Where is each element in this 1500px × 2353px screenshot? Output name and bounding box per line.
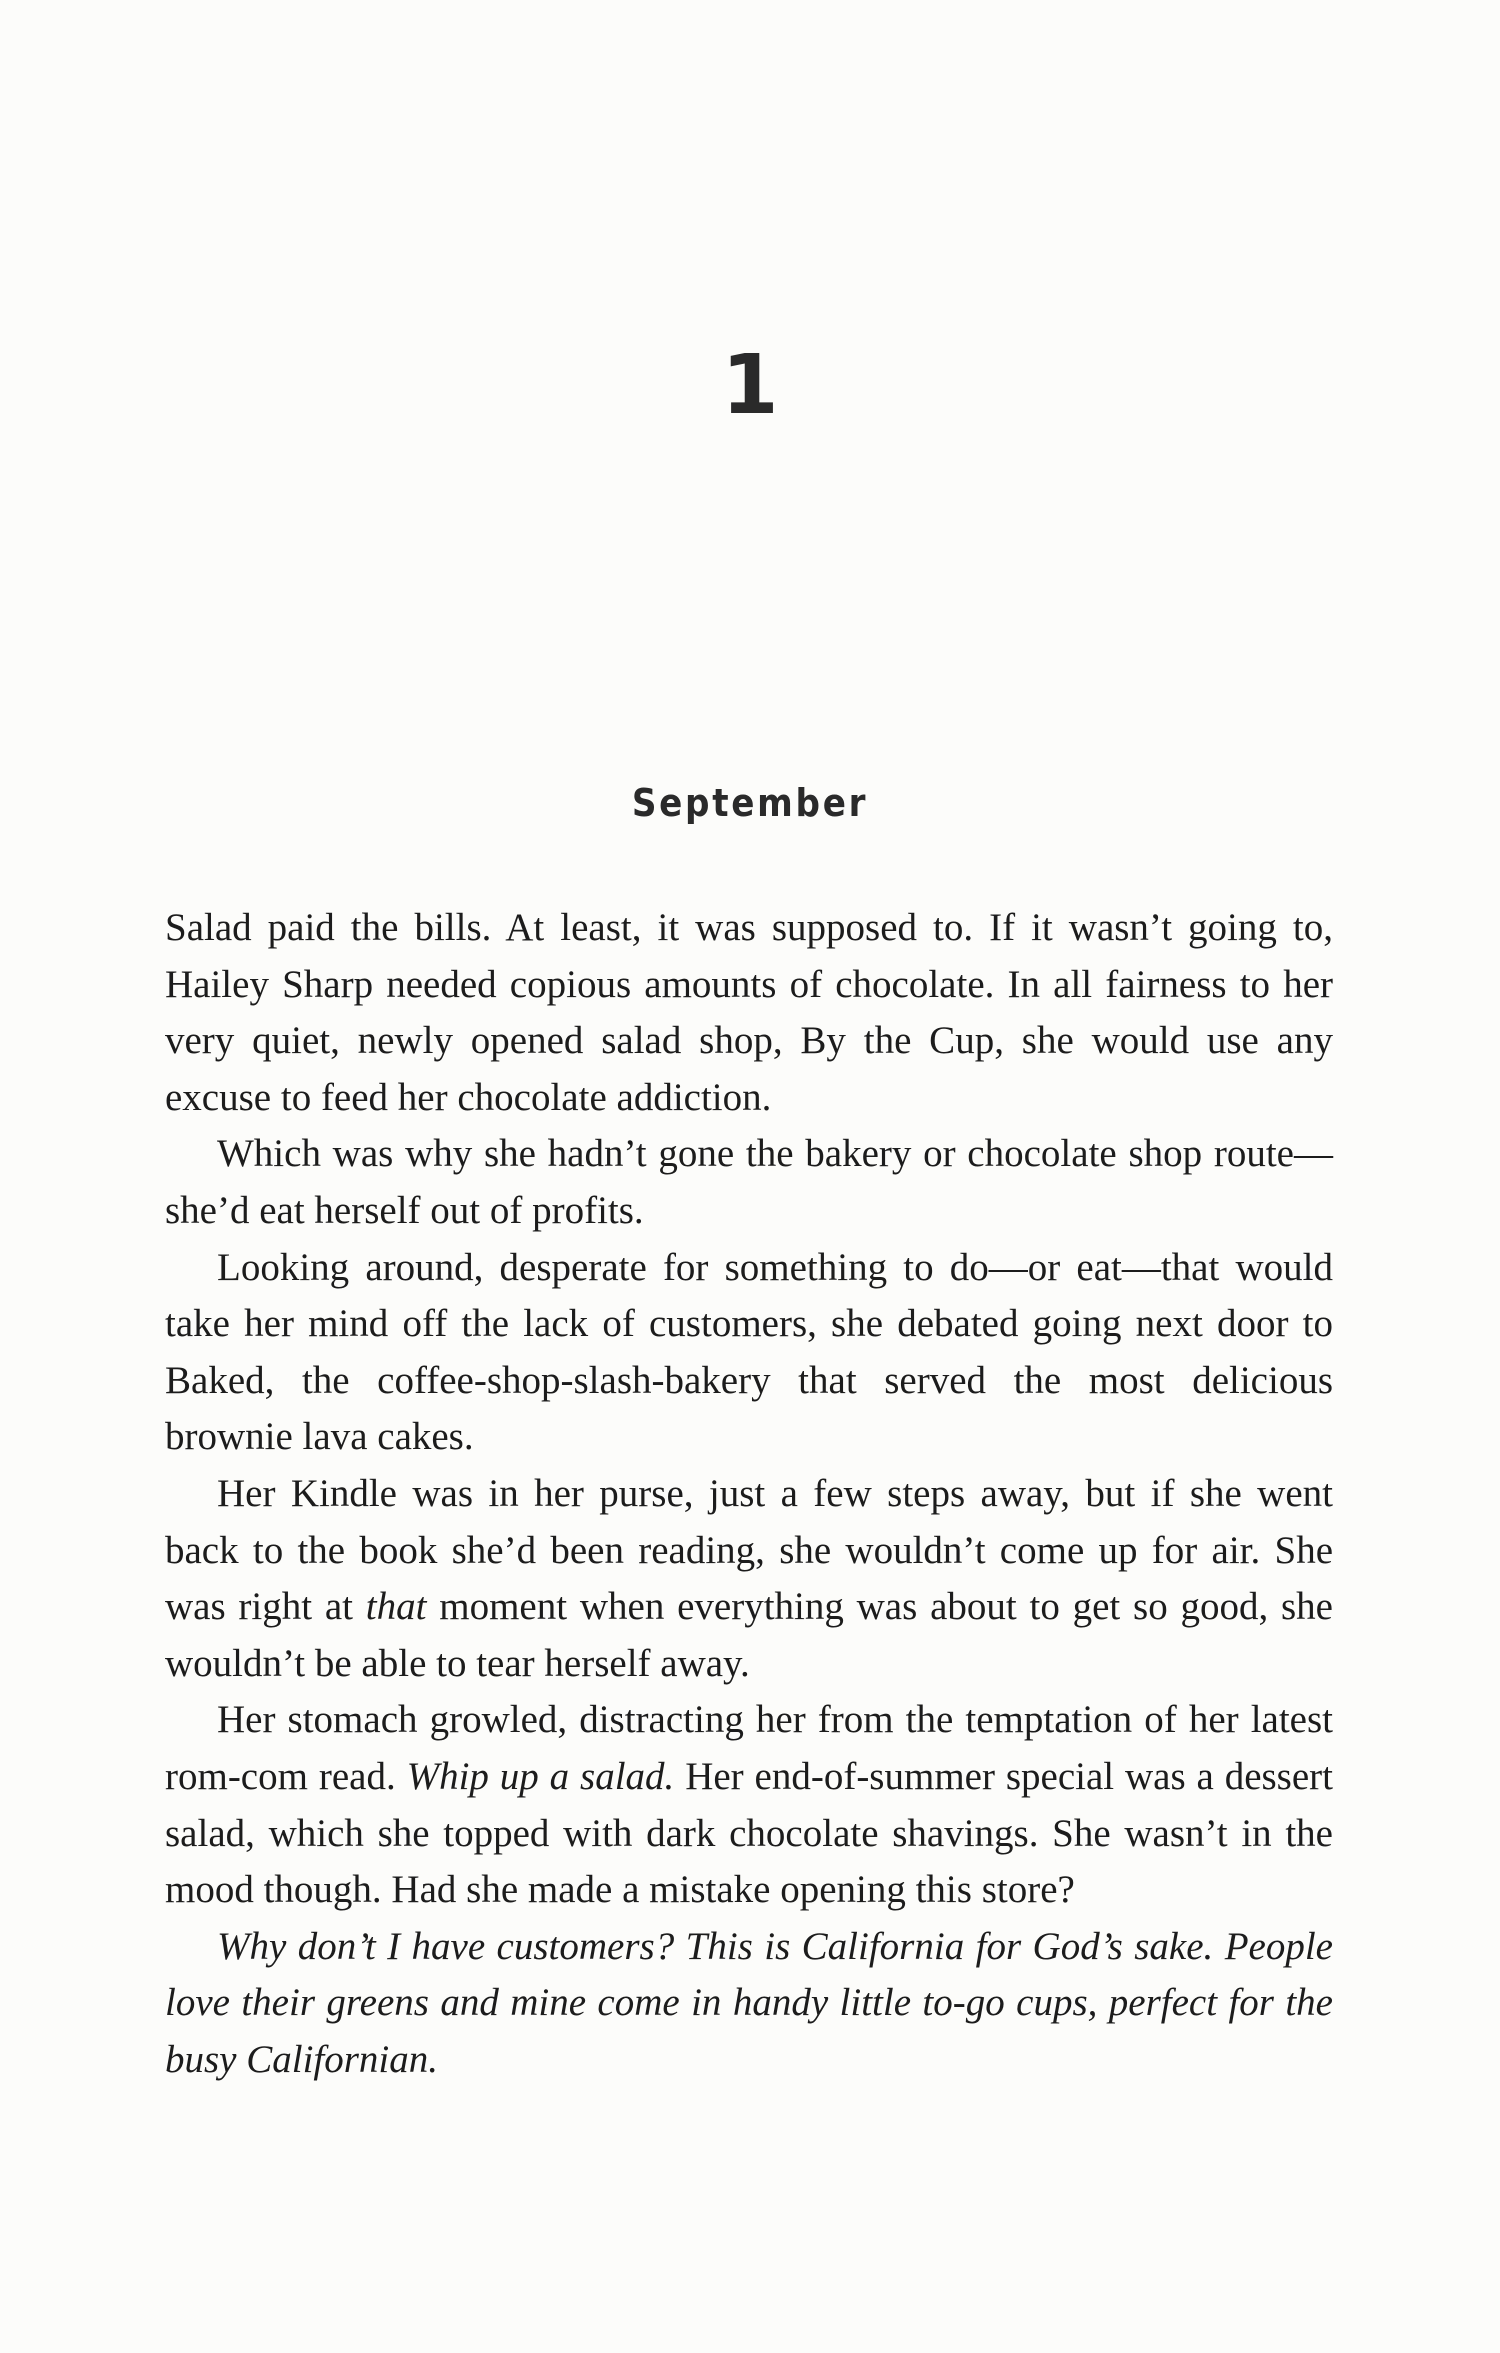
- paragraph-3: [165, 1240, 1333, 1466]
- paragraph-6-text: Why don’t I have customers? This is California for God’s sake. People love their greens and mine come in handy little to-go cups, perfect for the busy Californian.: [165, 1924, 1333, 2081]
- paragraph-3-text: Looking around, desperate for something to do—or eat—that would take her mind off the lack of customers, she debated going next door to Baked, the coffee-shop-slash-bakery that served the most delicious brownie lava cakes.: [165, 1245, 1333, 1459]
- paragraph-4-emphasis: that: [365, 1585, 427, 1629]
- chapter-number: 1: [721, 338, 779, 433]
- paragraph-2: [165, 1126, 1333, 1239]
- paragraph-5-emphasis: Whip up a salad.: [406, 1754, 675, 1798]
- paragraph-2-text: Which was why she hadn’t gone the bakery or chocolate shop route—she’d eat herself out of profits.: [165, 1132, 1333, 1232]
- paragraph-4: [165, 1466, 1333, 1692]
- paragraph-1: [165, 900, 1333, 1126]
- paragraph-5-text-after: Her end-of-summer special was a dessert salad, which she topped with dark chocolate shavings. She wasn’t in the mood though. Had she made a mistake opening this store?: [165, 1754, 1333, 1912]
- paragraph-5-text-before: Her stomach growled, distracting her from the temptation of her latest rom-com read.: [165, 1698, 1333, 1798]
- paragraph-6-inner-thought: [165, 1919, 1333, 2089]
- paragraph-4-text-before: Her Kindle was in her purse, just a few steps away, but if she went back to the book she’d been reading, she wouldn’t come up for air. She was right at: [165, 1471, 1333, 1629]
- paragraph-5: [165, 1692, 1333, 1918]
- chapter-title: September: [631, 781, 869, 825]
- paragraph-1-text: Salad paid the bills. At least, it was supposed to. If it wasn’t going to, Hailey Sharp needed copious amounts of chocolate. In all fairness to her very quiet, newly opened salad shop, By the Cup, she would use any excuse to feed her chocolate addiction.: [165, 906, 1333, 1119]
- paragraph-4-text-after: moment when everything was about to get so good, she wouldn’t be able to tear herself away.: [165, 1585, 1333, 1685]
- body-text: [165, 900, 1333, 2088]
